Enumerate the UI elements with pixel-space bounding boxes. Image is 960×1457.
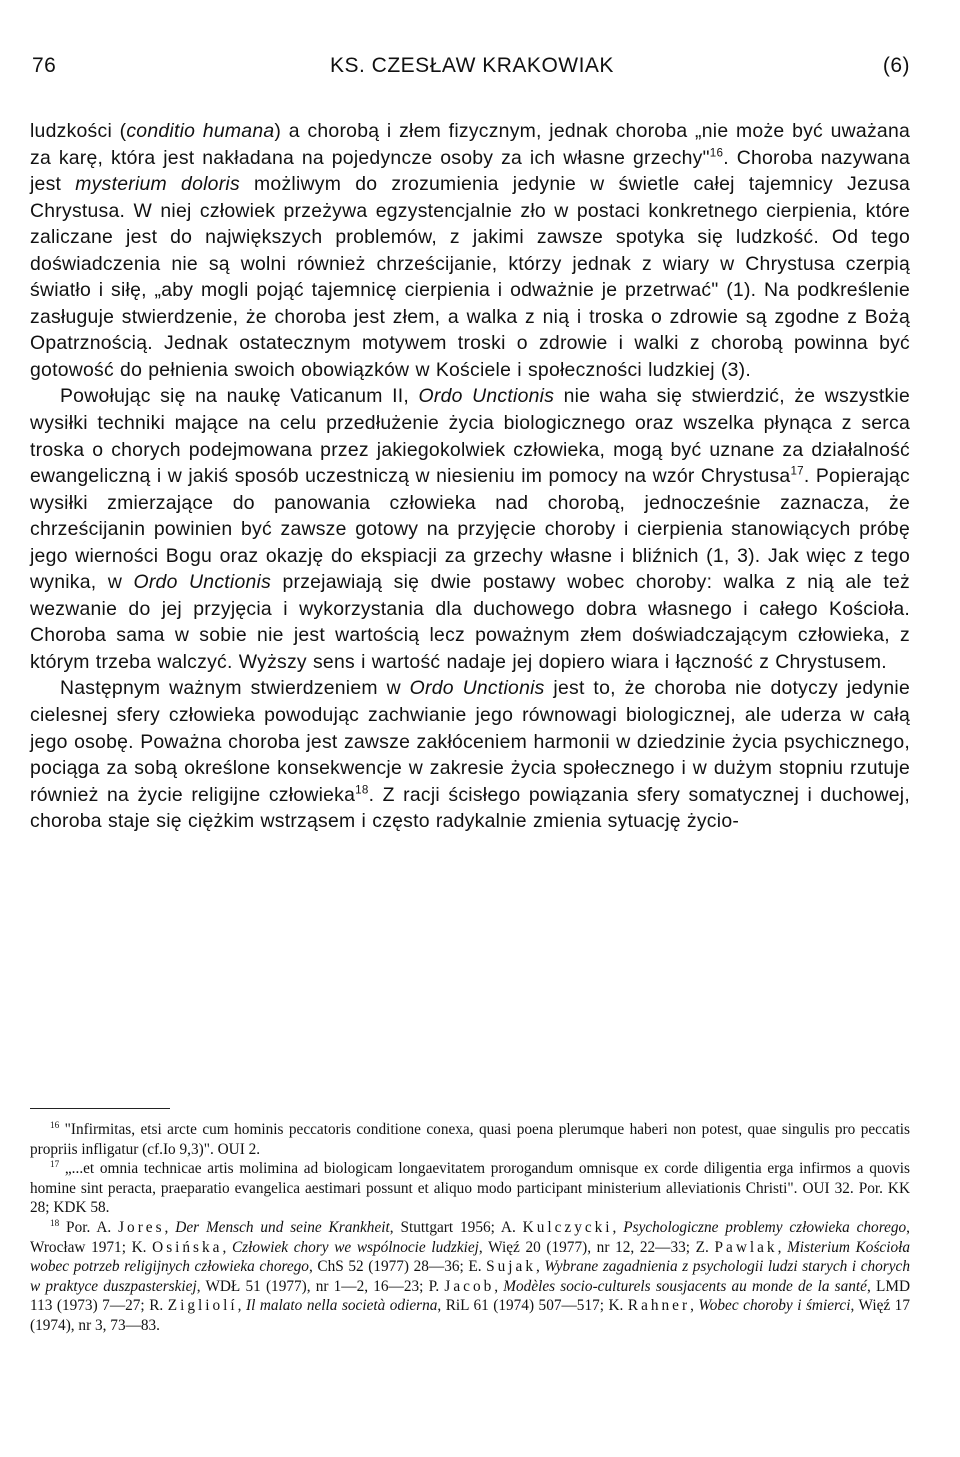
- italic-term: Ordo Unctionis: [133, 571, 272, 594]
- author-name: Sujak: [486, 1258, 536, 1276]
- footnote-ref: 18: [355, 783, 369, 797]
- running-title: KS. CZESŁAW KRAKOWIAK: [330, 54, 614, 77]
- main-text: [30, 118, 910, 835]
- footnote-text: , WDŁ 51 (1977), nr 1—2, 16—23; P.: [196, 1277, 445, 1295]
- footnote-text: , Wrocław 1971; K.: [30, 1218, 910, 1256]
- paragraph-1: [30, 118, 910, 383]
- footnote-ref: 16: [709, 146, 724, 160]
- paragraph-2: [30, 383, 910, 675]
- footnote-ref: 17: [790, 464, 804, 478]
- footnote-text: ,: [494, 1277, 504, 1295]
- footnote-text: , LMD 113 (1973) 7—27; R.: [30, 1277, 910, 1315]
- footnote-text: , Więź 20 (1977), nr 12, 22—33; Z.: [478, 1238, 715, 1256]
- text-run: . Z racji ścisłego powiązania sfery somatycznej i duchowej, choroba staje się ciężkim wstrząsem i często radykalnie zmienia sytuację życio-: [30, 783, 911, 833]
- author-name: Osińska: [152, 1238, 223, 1256]
- footnote-text: ,: [690, 1297, 699, 1315]
- work-title: Wobec choroby i śmierci: [698, 1297, 851, 1315]
- footnote-text: , ChS 52 (1977) 28—36; E.: [308, 1258, 487, 1276]
- footnote-text: Por. A.: [59, 1218, 119, 1236]
- author-name: Jacob: [444, 1277, 495, 1295]
- footnotes: [30, 1120, 910, 1336]
- text-run: . Choroba nazywana jest: [30, 146, 910, 196]
- author-name: Pawlak: [714, 1238, 778, 1256]
- work-title: Człowiek chory we wspólnocie ludzkiej: [231, 1238, 479, 1256]
- footnote-text: ,: [237, 1297, 246, 1315]
- work-title: Psychologiczne problemy człowieka chorego: [623, 1218, 907, 1236]
- author-name: Jores: [118, 1218, 165, 1236]
- footnote-number: 17: [50, 1159, 60, 1170]
- footnote-text: ,: [535, 1258, 545, 1276]
- work-title: Il malato nella società odierna: [245, 1297, 438, 1315]
- footnote-text: ,: [222, 1238, 232, 1256]
- work-title: Modèles socio-culturels sousjacents au monde de la santé: [503, 1277, 867, 1295]
- author-name: Rahner: [627, 1297, 691, 1315]
- work-title: Misterium Kościoła wobec potrzeb religijnych człowieka chorego: [30, 1238, 910, 1276]
- text-run: nie waha się stwierdzić, że wszystkie wysiłki techniki mające na celu przedłużenie życia biologicznego oraz wszelka płynąca z serca troska o chorych podejmowana przez jakiegokolwiek człowieka, mogą być uznane za działalność ewangeliczną i w jakiś sposób uczestniczą w niesieniu im pomocy na wzór Chrystusa: [30, 385, 910, 488]
- text-run: ) a chorobą i złem fizycznym, jednak choroba „nie może być uważana za karę, która jest nakładana na pojedyncze osoby za ich własne grzechy": [30, 120, 911, 169]
- paragraph-3: [30, 675, 910, 834]
- footnote-text: ,: [164, 1218, 176, 1236]
- text-run: ludzkości (: [30, 120, 127, 142]
- footnote-16: [30, 1120, 910, 1159]
- footnote-divider: [30, 1108, 170, 1109]
- italic-term: mysterium doloris: [75, 173, 240, 196]
- italic-term: Ordo Unctionis: [409, 677, 545, 700]
- footnote-text: , RiL 61 (1974) 507—517; K.: [437, 1297, 628, 1315]
- text-run: . Popierając wysiłki zmierzające do panowania człowieka nad chorobą, jednocześnie zaznacza, że chrześcijanin powinien być zawsze gotowy na przyjęcie choroby i cierpienia stanowiących próbę jego wierności Bogu oraz okazję do ekspiacji za grzechy własne i bliźnich (1, 3). Jak więc z tego wynika, w: [30, 465, 910, 594]
- italic-term: conditio humana: [126, 120, 275, 142]
- footnote-text: , Więź 17 (1974), nr 3, 73—83.: [30, 1297, 910, 1334]
- italic-term: Ordo Unctionis: [418, 385, 555, 408]
- text-run: Następnym ważnym stwierdzeniem w: [60, 677, 410, 700]
- author-name: Zigliolí: [167, 1297, 238, 1315]
- text-run: możliwym do zrozumienia jedynie w świetle całej tajemnicy Jezusa Chrystusa. W niej człowiek przeżywa egzystencjalnie zło w postaci konkretnego cierpienia, które zaliczane jest do największych problemów, z jakimi zawsze spotyka się ludzkość. Od tego doświadczenia nie są wolni również chrześcijanie, którzy jednak z wiary w Chrystusa czerpią światło i siłę, „aby mogli pojąć tajemnicę cierpienia i odważnie je przetrwać" (1). Na podkreślenie zasługuje stwierdzenie, że choroba jest złem, a walka z nią i troska o zdrowie są zgodne z Bożą Opatrznością. Jednak ostatecznym motywem troski o zdrowie i walki z chorobą powinna być gotowość do pełnienia swoich obowiązków w Kościele i społeczności ludzkiej (3).: [30, 173, 910, 381]
- footnote-number: 16: [50, 1119, 60, 1130]
- author-name: Kulczycki: [522, 1218, 613, 1236]
- running-header: [30, 54, 910, 86]
- footnote-text: ,: [777, 1238, 788, 1256]
- footnote-text: „...et omnia technicae artis molimina ad biologicam longaevitatem prorogandum omnisque ex corde diligentia erga infirmos a quovis homine sint peracta, praeparatio evangelica aestimari possunt et aliquo modo participant ministerium alleviationis Christi". OUI 32. Por. KK 28; KDK 58.: [30, 1160, 910, 1217]
- footnote-text: ,: [612, 1218, 624, 1236]
- page-number: 76: [32, 54, 57, 77]
- footnote-text: , Stuttgart 1956; A.: [389, 1218, 523, 1236]
- work-title: Wybrane zagadnienia z psychologii ludzi starych i chorych w praktyce duszpasterskiej: [30, 1258, 910, 1295]
- text-run: jest to, że choroba nie dotyczy jedynie cielesnej sfery człowieka powodując zachwianie jego równowagi biologicznej, ale uderza w całą jego osobę. Poważna choroba jest zawsze zakłóceniem harmonii w dziedzinie życia psychicznego, pociąga za sobą określone konsekwencje w zakresie życia społecznego i w dużym stopniu rzutuje również na życie religijne człowieka: [30, 677, 910, 806]
- footnote-number: 18: [50, 1217, 60, 1228]
- footnote-18: [30, 1218, 910, 1336]
- work-title: Der Mensch und seine Krankheit: [175, 1218, 390, 1236]
- footnote-17: [30, 1159, 910, 1218]
- text-run: Powołując się na naukę Vaticanum II,: [60, 385, 419, 408]
- footnote-text: "Infirmitas, etsi arcte cum hominis peccatoris conditione conexa, quasi poena plerumque haberi non potest, quae singulis pro peccatis propriis infligatur (cf.Io 9,3)". OUI 2.: [30, 1121, 910, 1158]
- section-number: (6): [882, 54, 910, 77]
- text-run: przejawiają się dwie postawy wobec choroby: walka z nią ale też wezwanie do jej przyjęcia i wykorzystania dla duchowego dobra własnego i całego Kościoła. Choroba sama w sobie nie jest wartością lecz poważnym złem doświadczającym człowieka, z którym trzeba walczyć. Wyższy sens i wartość nadaje jej dopiero wiara i łączność z Chrystusem.: [30, 571, 910, 673]
